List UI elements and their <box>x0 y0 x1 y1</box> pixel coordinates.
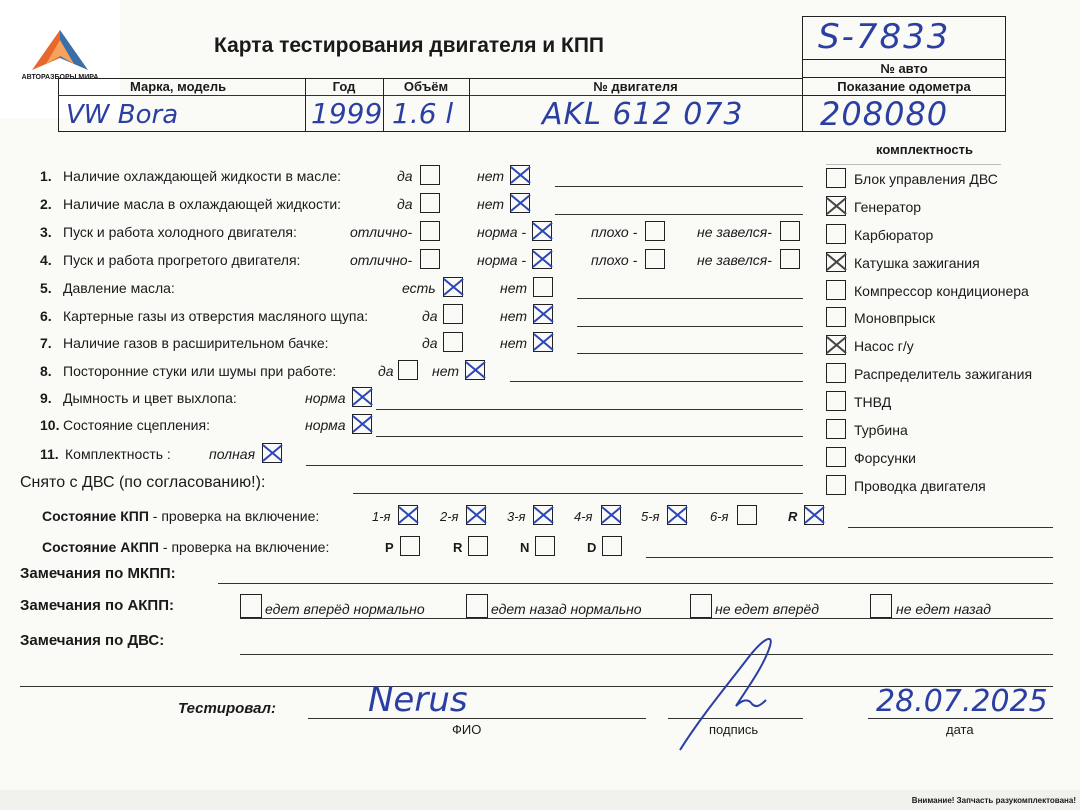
completeness-label: Карбюратор <box>854 227 934 243</box>
completeness-checkbox[interactable] <box>826 363 846 383</box>
question-text: Пуск и работа прогретого двигателя: <box>63 252 301 268</box>
logo-text: АВТОРАЗБОРЫ МИРА <box>21 74 99 81</box>
brand-value: VW Bora <box>66 100 179 130</box>
date-label: дата <box>946 722 974 737</box>
gear-checkbox[interactable] <box>468 536 488 556</box>
question-text: Наличие газов в расширительном бачке: <box>63 335 329 351</box>
kpp-label: Состояние КПП - проверка на включение: <box>42 508 320 524</box>
date-value: 28.07.2025 <box>876 684 1048 719</box>
gear-checkbox[interactable] <box>602 536 622 556</box>
question-text: Наличие охлаждающей жидкости в масле: <box>63 168 342 184</box>
gear-checkbox[interactable] <box>398 505 418 525</box>
option-label: плохо - <box>591 252 638 268</box>
question-number: 7. <box>40 335 52 351</box>
akpp-remark-label: не едет вперёд <box>715 601 820 617</box>
question-text: Картерные газы из отверстия масляного щупа: <box>63 308 369 324</box>
option-label: да <box>397 168 413 184</box>
gear-checkbox[interactable] <box>737 505 757 525</box>
option-checkbox[interactable] <box>352 414 372 434</box>
question-number: 1. <box>40 168 52 184</box>
gear-checkbox[interactable] <box>601 505 621 525</box>
page-title: Карта тестирования двигателя и КПП <box>214 34 605 57</box>
gear-checkbox[interactable] <box>667 505 687 525</box>
option-label: норма - <box>477 224 527 240</box>
question-number: 8. <box>40 363 52 379</box>
question-number: 3. <box>40 224 52 240</box>
option-checkbox[interactable] <box>398 360 418 380</box>
akpp-label: Состояние АКПП - проверка на включение: <box>42 539 330 555</box>
auto-number-value: S-7833 <box>818 17 951 57</box>
option-checkbox[interactable] <box>465 360 485 380</box>
completeness-checkbox[interactable] <box>826 307 846 327</box>
completeness-label: Блок управления ДВС <box>854 171 998 187</box>
option-label: норма <box>305 390 346 406</box>
option-label: да <box>397 196 413 212</box>
remarks-akpp-label: Замечания по АКПП: <box>20 597 174 614</box>
completeness-checkbox[interactable] <box>826 196 846 216</box>
completeness-checkbox[interactable] <box>826 475 846 495</box>
option-label: норма <box>305 417 346 433</box>
completeness-label: Моновпрыск <box>854 310 936 326</box>
remarks-mkpp-label: Замечания по МКПП: <box>20 565 176 582</box>
akpp-remark-label: не едет назад <box>896 601 991 617</box>
question-text: Состояние сцепления: <box>63 417 210 433</box>
gear-label: 6-я <box>710 509 729 524</box>
option-checkbox[interactable] <box>780 249 800 269</box>
col-engine-header: № двигателя <box>593 79 678 94</box>
completeness-checkbox[interactable] <box>826 168 846 188</box>
col-brand-header: Марка, модель <box>130 79 227 94</box>
completeness-checkbox[interactable] <box>826 252 846 272</box>
gear-checkbox[interactable] <box>400 536 420 556</box>
year-value: 1999 <box>311 97 383 130</box>
option-label: отлично- <box>350 252 413 268</box>
auto-number-label: № авто <box>880 61 928 76</box>
question-text: Давление масла: <box>63 280 175 296</box>
gear-label: D <box>587 540 597 555</box>
completeness-checkbox[interactable] <box>826 335 846 355</box>
completeness-label: Катушка зажигания <box>854 255 980 271</box>
option-label: нет <box>500 308 527 324</box>
option-label: не завелся- <box>697 224 772 240</box>
akpp-remark-checkbox[interactable] <box>466 594 488 618</box>
tester-name: Nerus <box>368 680 468 720</box>
question-number: 5. <box>40 280 52 296</box>
option-label: есть <box>402 280 436 296</box>
removed-label: Снято с ДВС (по согласованию!): <box>20 474 266 491</box>
option-checkbox[interactable] <box>510 165 530 185</box>
odometer-value: 208080 <box>820 95 949 133</box>
col-year-header: Год <box>332 79 356 94</box>
completeness-label: Распределитель зажигания <box>854 366 1033 382</box>
completeness-label: Генератор <box>854 199 922 215</box>
option-label: да <box>422 335 438 351</box>
option-checkbox[interactable] <box>420 193 440 213</box>
completeness-label: Компрессор кондиционера <box>854 283 1029 299</box>
question-text: Посторонние стуки или шумы при работе: <box>63 363 337 379</box>
option-checkbox[interactable] <box>780 221 800 241</box>
completeness-checkbox[interactable] <box>826 224 846 244</box>
option-label: плохо - <box>591 224 638 240</box>
option-checkbox[interactable] <box>532 221 552 241</box>
footer-warning: Внимание! Запчасть разукомплектована! <box>911 796 1076 805</box>
question-number: 2. <box>40 196 52 212</box>
odometer-label: Показание одометра <box>837 79 971 94</box>
option-label: полная <box>209 446 256 462</box>
option-checkbox[interactable] <box>532 249 552 269</box>
option-label: нет <box>500 280 527 296</box>
gear-label: N <box>520 540 530 555</box>
completeness-checkbox[interactable] <box>826 391 846 411</box>
option-checkbox[interactable] <box>533 304 553 324</box>
akpp-remark-label: едет вперёд нормально <box>265 601 425 617</box>
option-label: да <box>422 308 438 324</box>
tested-by-label: Тестировал: <box>178 700 276 717</box>
gear-label: 3-я <box>507 509 526 524</box>
engine-number-value: AKL 612 073 <box>542 97 744 132</box>
option-checkbox[interactable] <box>533 332 553 352</box>
question-text: Комплектность : <box>65 446 171 462</box>
option-label: норма - <box>477 252 527 268</box>
option-checkbox[interactable] <box>533 277 553 297</box>
completeness-checkbox[interactable] <box>826 447 846 467</box>
option-checkbox[interactable] <box>645 221 665 241</box>
completeness-label: ТНВД <box>854 394 892 410</box>
option-checkbox[interactable] <box>443 277 463 297</box>
option-checkbox[interactable] <box>420 249 440 269</box>
gear-label: R <box>453 540 463 555</box>
option-label: отлично- <box>350 224 413 240</box>
completeness-checkbox[interactable] <box>826 419 846 439</box>
question-number: 4. <box>40 252 52 268</box>
gear-label: 1-я <box>372 509 391 524</box>
akpp-remark-checkbox[interactable] <box>690 594 712 618</box>
option-checkbox[interactable] <box>443 304 463 324</box>
option-label: нет <box>477 168 504 184</box>
akpp-remark-label: едет назад нормально <box>491 601 642 617</box>
volume-value: 1.6 l <box>392 97 454 130</box>
option-checkbox[interactable] <box>262 443 282 463</box>
question-number: 11. <box>40 446 59 462</box>
col-volume-header: Объём <box>403 79 449 94</box>
completeness-label: Насос г/у <box>854 338 914 354</box>
completeness-label: Проводка двигателя <box>854 478 986 494</box>
gear-label: 2-я <box>440 509 459 524</box>
question-number: 9. <box>40 390 52 406</box>
option-label: нет <box>477 196 504 212</box>
question-text: Наличие масла в охлаждающей жидкости: <box>63 196 342 212</box>
gear-checkbox[interactable] <box>535 536 555 556</box>
option-checkbox[interactable] <box>443 332 463 352</box>
completeness-checkbox[interactable] <box>826 280 846 300</box>
option-checkbox[interactable] <box>420 221 440 241</box>
question-number: 6. <box>40 308 52 324</box>
logo-mark-icon <box>30 28 90 72</box>
option-checkbox[interactable] <box>510 193 530 213</box>
gear-label: 4-я <box>574 509 593 524</box>
gear-label: R <box>788 509 798 524</box>
signature-label: подпись <box>709 722 759 737</box>
gear-checkbox[interactable] <box>804 505 824 525</box>
gear-checkbox[interactable] <box>466 505 486 525</box>
option-label: не завелся- <box>697 252 772 268</box>
remarks-dvs-label: Замечания по ДВС: <box>20 632 165 649</box>
gear-label: 5-я <box>641 509 660 524</box>
akpp-remark-checkbox[interactable] <box>240 594 262 618</box>
akpp-remark-checkbox[interactable] <box>870 594 892 618</box>
completeness-title: комплектность <box>876 142 973 157</box>
option-label: да <box>378 363 394 379</box>
gear-checkbox[interactable] <box>533 505 553 525</box>
option-label: нет <box>500 335 527 351</box>
completeness-label: Турбина <box>854 422 908 438</box>
option-checkbox[interactable] <box>645 249 665 269</box>
completeness-label: Форсунки <box>854 450 916 466</box>
option-checkbox[interactable] <box>420 165 440 185</box>
option-label: нет <box>432 363 459 379</box>
gear-label: P <box>385 540 394 555</box>
question-text: Дымность и цвет выхлопа: <box>63 390 237 406</box>
fio-label: ФИО <box>452 722 482 737</box>
option-checkbox[interactable] <box>352 387 372 407</box>
question-text: Пуск и работа холодного двигателя: <box>63 224 297 240</box>
question-number: 10. <box>40 417 60 433</box>
